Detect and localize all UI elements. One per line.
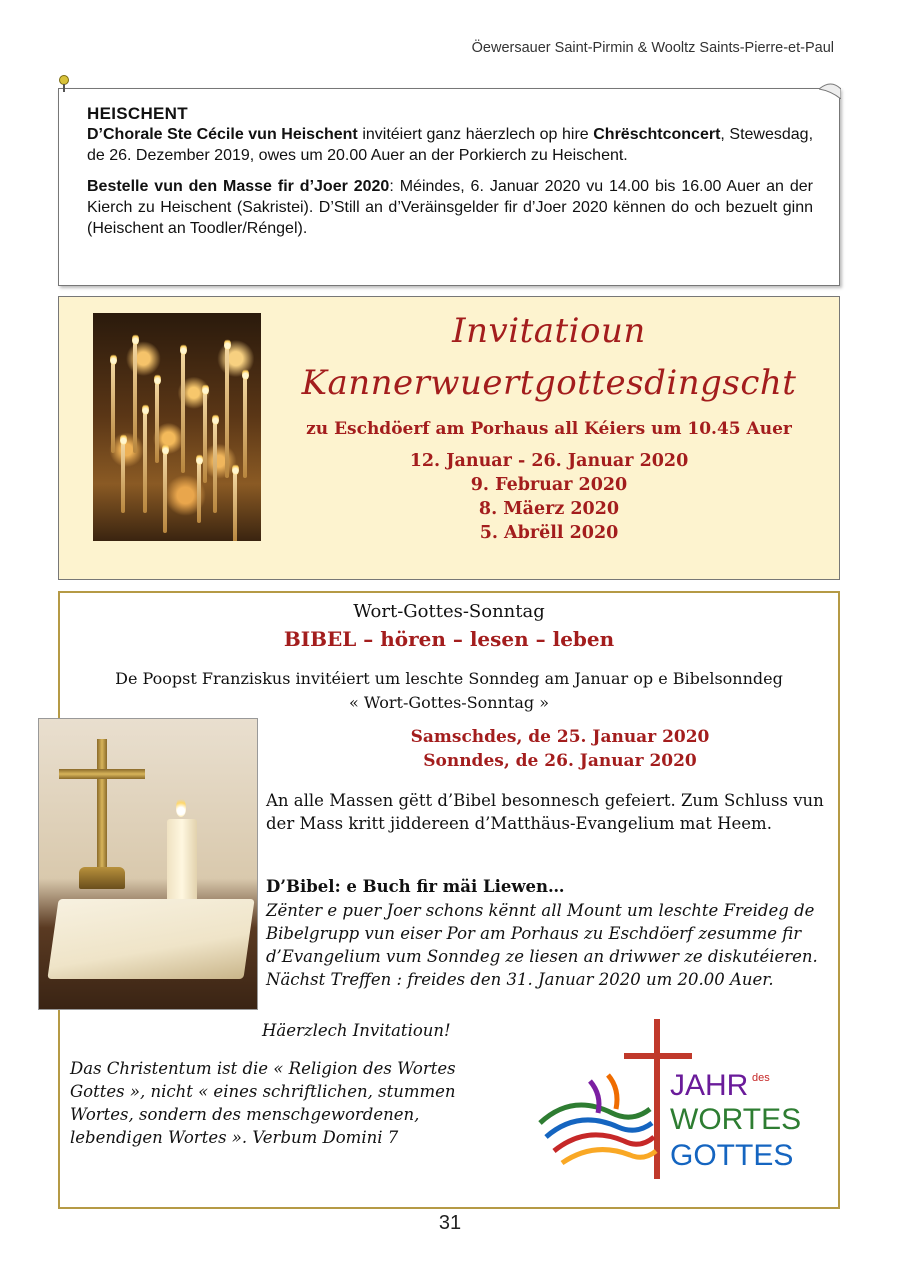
flame-icon (162, 443, 169, 455)
choir-name: D’Chorale Ste Cécile vun Heischent (87, 126, 358, 143)
mass-order-paragraph (87, 176, 813, 239)
heischent-title: HEISCHENT (87, 104, 188, 123)
candle-stick (233, 473, 237, 541)
candle-stick (143, 413, 147, 513)
date-item: 8. Mäerz 2020 (478, 499, 620, 519)
mass-order-label: Bestelle vun den Masse fir d’Joer 2020 (87, 178, 390, 195)
candle-stick (213, 423, 217, 513)
wg-subtitle: BIBEL – hören – lesen – leben (283, 627, 615, 651)
flame-icon (180, 343, 187, 355)
sunday-name: « Wort-Gottes-Sonntag » (349, 693, 549, 712)
concert-text-2: , Stewesdag, de 26. Dezember 2019, owes um 20.00 Auer an der Porkierch zu Heischent. (87, 126, 814, 164)
wg-title: Wort-Gottes-Sonntag (353, 601, 545, 622)
logo-word-gottes: GOTTES (670, 1139, 794, 1172)
verbum-domini-quote: Das Christentum ist die « Religion des Wortes Gottes », nicht « eines schriftlichen, stummen Wortes, sondern des menschgewordenen, lebendigen Wortes ». Verbum Domini 7 (70, 1059, 456, 1147)
flame-icon (212, 413, 219, 425)
crucifix-bar (59, 769, 145, 779)
candle-stick (203, 393, 207, 483)
candle-stick (133, 343, 137, 453)
invitation-place: zu Eschdöerf am Porhaus all Kéiers um 10.45 Auer (306, 419, 792, 439)
candle-icon (167, 819, 197, 909)
flame-icon (202, 383, 209, 395)
candle-stick (197, 463, 201, 523)
sunday-date: Sonndes, de 26. Januar 2020 (423, 751, 697, 771)
date-item: 5. Abrëll 2020 (479, 523, 619, 543)
invitation-dates (269, 449, 829, 545)
candle-stick (225, 348, 229, 478)
logo-word-wortes: WORTES (670, 1103, 802, 1136)
open-bible-icon (47, 899, 254, 979)
flame-icon (120, 433, 127, 445)
candle-stick (243, 378, 247, 478)
logo-word-jahr: JAHR (670, 1069, 749, 1102)
page-curl-icon (819, 79, 841, 99)
page-header: Öewersauer Saint-Pirmin & Wooltz Saints-Pierre-et-Paul (471, 40, 834, 56)
concert-name: Chrëschtconcert (593, 126, 721, 143)
mass-paragraph: An alle Massen gëtt d’Bibel besonnesch gefeiert. Zum Schluss vun der Mass kritt jiddereen d’Matthäus-Evangelium mat Heem. (266, 791, 824, 833)
crucifix-base (79, 867, 125, 889)
candle-stick (163, 453, 167, 533)
logo-word-des: des (752, 1072, 770, 1084)
candle-stick (121, 443, 125, 513)
page-number: 31 (438, 1212, 462, 1234)
flame-icon (242, 368, 249, 380)
candle-stick (111, 363, 115, 453)
candle-stick (155, 383, 159, 463)
bible-cross-photo (38, 718, 258, 1010)
flame-icon (154, 373, 161, 385)
concert-paragraph (87, 124, 813, 166)
candles-photo (93, 313, 261, 541)
flame-icon (196, 453, 203, 465)
flame-icon (224, 338, 231, 350)
jahr-des-wortes-gottes-logo (532, 1013, 812, 1183)
date-item: 9. Februar 2020 (470, 475, 628, 495)
bible-group-paragraph: Zënter e puer Joer schons kënnt all Mount um leschte Freideg de Bibelgrupp vun eiser Por am Porhaus zu Eschdöerf zesumme fir d’Evangelium vum Sonndeg ze liesen an driwwer ze diskutéieren. Nächst Treffen : freides den 31. Januar 2020 um 20.00 Auer. (266, 901, 818, 989)
saturday-date: Samschdes, de 25. Januar 2020 (410, 727, 710, 747)
flame-icon (142, 403, 149, 415)
flame-icon (110, 353, 117, 365)
heischent-notice (58, 88, 840, 286)
word-of-god-sunday (58, 591, 840, 1209)
concert-text-1: invitéiert ganz häerzlech op hire (357, 126, 594, 143)
crucifix-icon (97, 739, 107, 869)
date-item: 12. Januar - 26. Januar 2020 (409, 451, 689, 471)
mass-order-text: : Méindes, 6. Januar 2020 vu 14.00 bis 16.00 Auer an der Kierch zu Heischent (Sakristei). D’Still an d’Veräinsgelder fir d’Joer 2020 kënnen do och bezuelt ginn (Heischent an Toodler/Réngel). (87, 178, 814, 237)
invitation-subtitle: Kannerwuertgottesdingscht (301, 363, 797, 403)
flame-icon (132, 333, 139, 345)
pushpin-icon (57, 75, 71, 93)
invitation-title: Invitatioun (452, 311, 646, 351)
pope-invitation: De Poopst Franziskus invitéiert um leschte Sonndeg am Januar op e Bibelsonndeg (115, 669, 783, 688)
bible-heading: D’Bibel: e Buch fir mäi Liewen… (266, 877, 565, 896)
flame-icon (176, 797, 186, 817)
children-service-invitation (58, 296, 840, 580)
flame-icon (232, 463, 239, 475)
candle-stick (181, 353, 185, 473)
invitation-closing: Häerzlech Invitatioun! (262, 1021, 451, 1040)
